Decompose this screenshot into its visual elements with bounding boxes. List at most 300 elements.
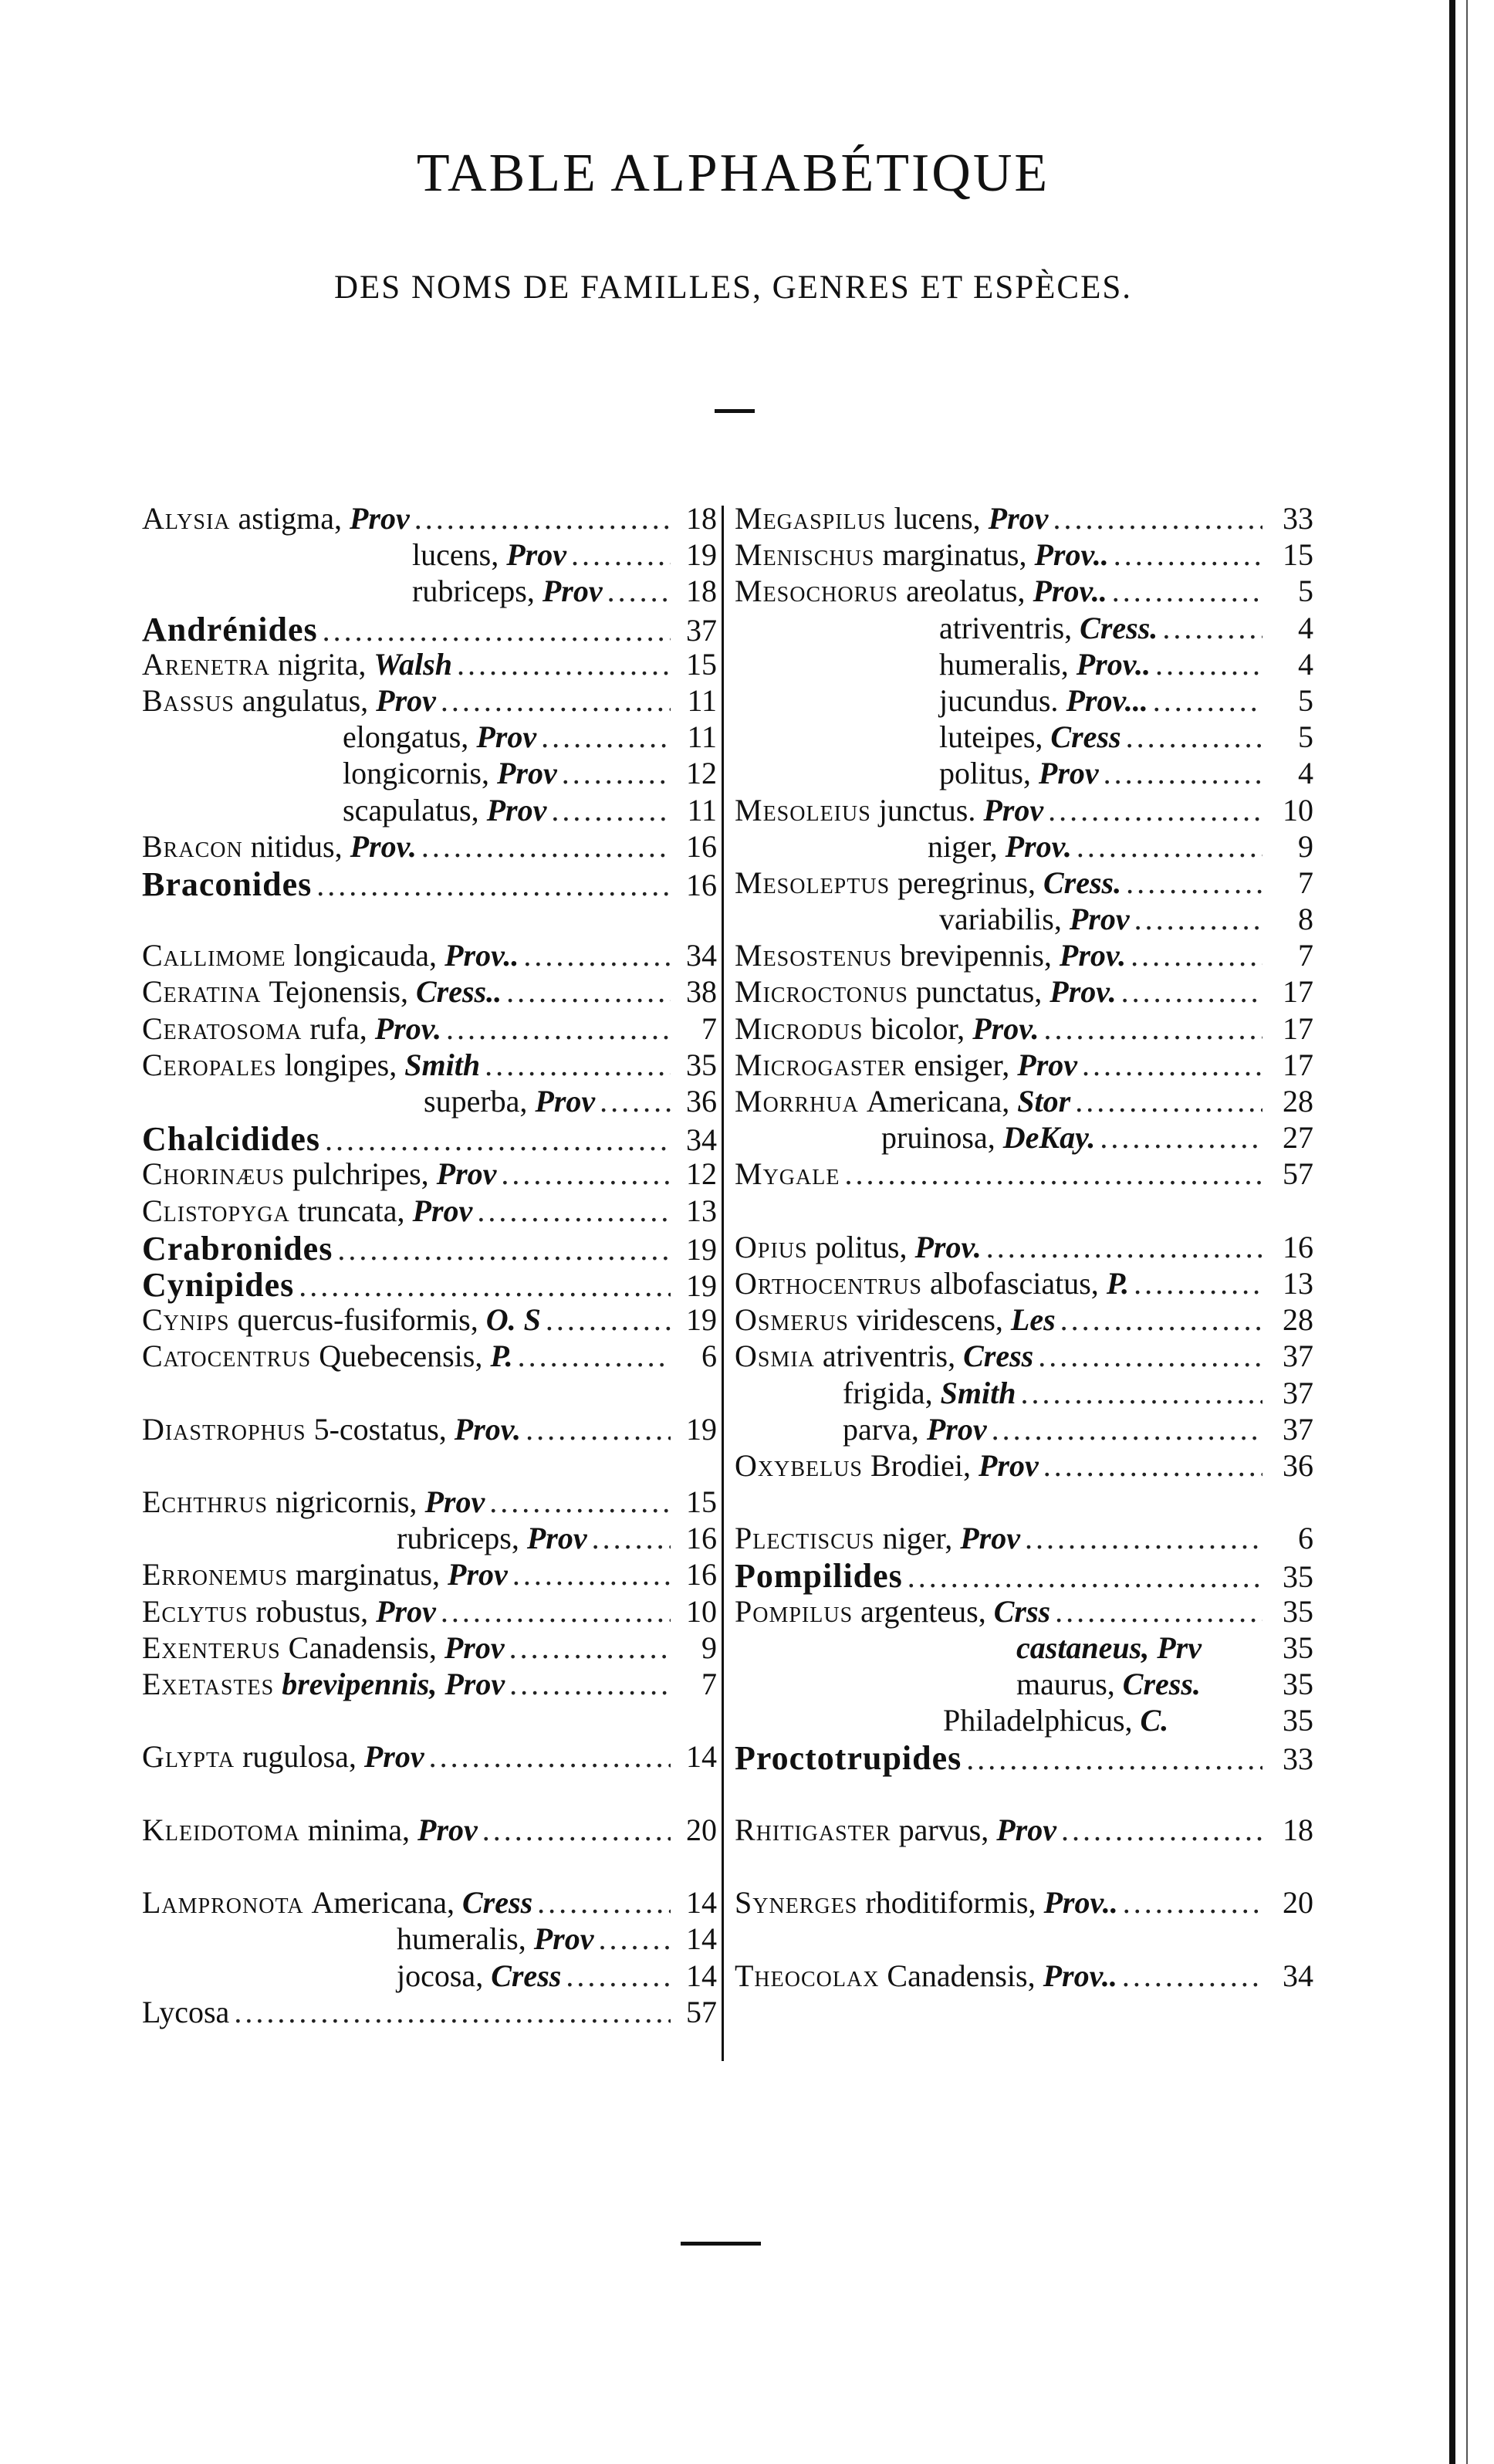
species: niger,	[882, 1521, 953, 1556]
index-entry	[142, 1193, 717, 1229]
spacer	[735, 1193, 1313, 1229]
species: maurus,	[1016, 1667, 1115, 1701]
index-entry	[142, 1083, 717, 1119]
page-number: 15	[686, 646, 717, 682]
index-entry	[142, 610, 717, 646]
index-entry	[142, 646, 717, 682]
genus: Opius	[735, 1229, 808, 1264]
author: P.	[490, 1339, 513, 1374]
species: areolatus,	[906, 574, 1026, 609]
species: punctatus,	[915, 974, 1043, 1010]
family-name: Andrénides	[142, 610, 318, 648]
species: pulchripes,	[292, 1156, 429, 1192]
author: P.	[1106, 1265, 1130, 1301]
spacer	[142, 901, 717, 937]
leader-dots	[509, 1630, 671, 1666]
author: Prov.	[1050, 974, 1117, 1010]
page-number: 10	[686, 1593, 717, 1629]
spacer	[142, 1375, 717, 1411]
leader-dots	[441, 1593, 671, 1630]
genus: Mygale	[735, 1156, 840, 1192]
species: argenteus,	[860, 1593, 986, 1629]
species: humeralis,	[939, 646, 1069, 682]
page-number: 38	[686, 974, 717, 1010]
leader-dots	[571, 536, 671, 573]
page-number: 28	[1283, 1084, 1313, 1119]
index-entry	[735, 682, 1313, 719]
species: jucundus.	[939, 682, 1059, 718]
species: humeralis,	[397, 1921, 526, 1957]
leader-dots	[1038, 1338, 1262, 1374]
page-number: 19	[686, 1302, 717, 1338]
page-number: 18	[686, 574, 717, 609]
genus: Microgaster	[735, 1047, 907, 1082]
author: Prov	[436, 1156, 497, 1192]
leader-dots	[477, 1193, 671, 1229]
spacer	[142, 1848, 717, 1884]
species: variabilis,	[939, 902, 1062, 937]
leader-dots	[325, 1122, 671, 1158]
author: Prov.	[350, 828, 417, 864]
leader-dots	[966, 1741, 1262, 1777]
page-number: 4	[1298, 610, 1313, 645]
leader-dots	[1104, 755, 1262, 791]
author: Cress	[462, 1885, 533, 1921]
author: Stor	[1017, 1084, 1071, 1119]
genus: Bracon	[142, 828, 243, 864]
index-entry	[735, 973, 1313, 1010]
index-entry	[735, 1593, 1313, 1630]
index-entry	[735, 1265, 1313, 1301]
index-entry	[142, 1884, 717, 1921]
genus: Menischus	[735, 537, 875, 573]
species: Canadensis,	[288, 1630, 437, 1665]
page-number: 35	[1283, 1593, 1313, 1629]
author: Prov..	[1043, 1958, 1117, 1993]
index-entry	[142, 500, 717, 536]
genus: Echthrus	[142, 1484, 269, 1520]
page-number: 4	[1298, 646, 1313, 682]
index-entry	[142, 1556, 717, 1592]
genus: Ceratosoma	[142, 1010, 303, 1046]
leader-dots	[518, 1338, 671, 1374]
leader-dots	[546, 1301, 671, 1338]
page-number: 14	[686, 1958, 717, 1993]
leader-dots	[1025, 1520, 1262, 1556]
spacer	[142, 1702, 717, 1738]
index-entry	[142, 1994, 717, 2030]
species: jocosa,	[397, 1958, 484, 1993]
page-number: 14	[686, 1739, 717, 1775]
index-entry	[735, 1010, 1313, 1047]
index-entry	[735, 1119, 1313, 1156]
page-number: 7	[1298, 938, 1313, 973]
genus: Morrhua	[735, 1084, 859, 1119]
page-number: 16	[686, 828, 717, 864]
species: rugulosa,	[242, 1739, 357, 1775]
leader-dots	[1061, 1812, 1262, 1848]
leader-dots	[566, 1958, 671, 1994]
page-number: 34	[686, 938, 717, 973]
author: Prov..	[1076, 646, 1151, 682]
page-number: 4	[1298, 756, 1313, 791]
species: junctus.	[878, 792, 976, 828]
index-entry	[142, 1047, 717, 1083]
page-number: 13	[1283, 1265, 1313, 1301]
index-entry	[735, 1520, 1313, 1556]
family-name: Cynipides	[142, 1265, 295, 1304]
index-entry	[735, 1630, 1313, 1666]
leader-dots	[501, 1156, 671, 1192]
leader-dots	[1082, 1047, 1262, 1083]
species: longicornis,	[343, 756, 489, 791]
leader-dots	[1055, 1593, 1262, 1630]
genus: Lycosa	[142, 1994, 230, 2029]
leader-dots	[482, 1812, 671, 1848]
author: Prov	[412, 1193, 473, 1228]
page-number: 34	[1283, 1958, 1313, 1993]
species: quercus-fusiformis,	[237, 1302, 478, 1338]
index-entry	[142, 1301, 717, 1338]
page-number: 37	[1283, 1339, 1313, 1374]
species: brevipennis,	[282, 1667, 438, 1701]
species: Tejonensis,	[269, 974, 408, 1010]
species: nigricornis,	[275, 1484, 417, 1520]
author: Smith	[940, 1375, 1016, 1410]
spacer	[735, 1484, 1313, 1520]
index-entry	[142, 1520, 717, 1556]
spacer	[735, 1921, 1313, 1957]
index-entry	[142, 1666, 717, 1702]
leader-dots	[1077, 828, 1262, 865]
author: Prov	[1017, 1047, 1078, 1082]
page-number: 19	[686, 1231, 717, 1267]
index-entry	[142, 973, 717, 1010]
page-subtitle: DES NOMS DE FAMILLES, GENRES ET ESPÈCES.	[333, 269, 1133, 306]
species: rhoditiformis,	[865, 1885, 1036, 1921]
index-entry	[142, 1812, 717, 1848]
page-number: 5	[1298, 719, 1313, 755]
species: longicauda,	[293, 938, 438, 973]
author: Cress.	[1043, 865, 1122, 900]
author: Prov	[960, 1521, 1020, 1556]
leader-dots	[1043, 1447, 1262, 1484]
species: niger,	[928, 828, 998, 864]
index-entry	[735, 536, 1313, 573]
genus: Cynips	[142, 1302, 230, 1338]
species: atriventris,	[939, 610, 1073, 645]
leader-dots	[457, 646, 671, 682]
index-entry	[735, 1738, 1313, 1778]
species: nitidus,	[250, 828, 343, 864]
genus: Mesoleptus	[735, 865, 891, 900]
genus: Megaspilus	[735, 501, 887, 536]
leader-dots	[1131, 937, 1262, 973]
author: Prov	[444, 1630, 505, 1665]
page-number: 6	[701, 1339, 717, 1374]
index-entry	[142, 1411, 717, 1447]
page-number: 9	[701, 1630, 717, 1665]
page-number: 9	[1298, 828, 1313, 864]
index-entry	[735, 1156, 1313, 1192]
index-entry	[142, 792, 717, 828]
genus: Pompilus	[735, 1593, 853, 1629]
leader-dots	[1053, 500, 1262, 536]
genus: Callimome	[142, 938, 286, 973]
index-entry	[142, 1265, 717, 1304]
author: Prov	[496, 756, 557, 791]
leader-dots	[1060, 1301, 1262, 1338]
page-number: 18	[686, 501, 717, 536]
author: Cress	[963, 1339, 1034, 1374]
index-entry	[735, 1083, 1313, 1119]
page-number: 36	[1283, 1447, 1313, 1483]
genus: Mesochorus	[735, 574, 899, 609]
family-name: Crabronides	[142, 1229, 333, 1268]
author: Prov..	[1043, 1885, 1118, 1921]
index-entry	[735, 792, 1313, 828]
index-entry	[735, 1338, 1313, 1374]
species: longipes,	[284, 1047, 397, 1082]
species: bicolor,	[870, 1010, 965, 1046]
index-entry	[735, 1447, 1313, 1484]
author: Crss	[993, 1593, 1051, 1629]
species: Philadelphicus,	[943, 1703, 1133, 1738]
author: O. S	[485, 1302, 541, 1338]
species: Americana,	[866, 1084, 1010, 1119]
page-edge-shadow	[1449, 0, 1455, 2464]
spacer	[735, 1775, 1313, 1812]
leader-dots	[844, 1156, 1262, 1192]
index-entry	[142, 755, 717, 791]
index-entry	[142, 828, 717, 865]
leader-dots	[1134, 901, 1262, 937]
author: Prov	[506, 537, 566, 573]
page-number: 27	[1283, 1120, 1313, 1156]
leader-dots	[1048, 792, 1262, 828]
genus: Synerges	[735, 1885, 858, 1921]
leader-dots	[541, 719, 671, 755]
page-number: 17	[1283, 1010, 1313, 1046]
page-number: 15	[686, 1484, 717, 1520]
leader-dots	[1123, 1884, 1262, 1921]
page-number: 35	[1283, 1667, 1313, 1701]
index-entry	[142, 1119, 717, 1159]
index-entry	[735, 1411, 1313, 1447]
leader-dots	[512, 1556, 671, 1592]
family-name: Braconides	[142, 865, 313, 903]
index-entry	[735, 1301, 1313, 1338]
page-number: 37	[686, 612, 717, 648]
author: Prov.	[914, 1229, 982, 1264]
author: castaneus, Prv	[1016, 1630, 1202, 1665]
index-entry	[142, 682, 717, 719]
page-number: 7	[1298, 865, 1313, 900]
author: Prov	[444, 1667, 505, 1701]
author: Smith	[404, 1047, 481, 1082]
page-number: 13	[686, 1193, 717, 1228]
author: Prov	[476, 719, 537, 755]
author: Prov	[417, 1812, 478, 1847]
author: Prov	[533, 1921, 594, 1957]
page-number: 33	[1283, 1741, 1313, 1777]
page-number: 19	[686, 537, 717, 573]
page-number: 35	[686, 1047, 717, 1082]
leader-dots	[429, 1738, 671, 1775]
genus: Eclytus	[142, 1593, 248, 1629]
page-number: 5	[1298, 574, 1313, 609]
page-number: 20	[1283, 1885, 1313, 1921]
leader-dots	[414, 500, 671, 536]
species: pruinosa,	[881, 1120, 995, 1156]
genus: Oxybelus	[735, 1447, 864, 1483]
page-number: 16	[686, 1557, 717, 1592]
author: Prov	[526, 1521, 587, 1556]
species: politus,	[939, 756, 1031, 791]
species: rufa,	[309, 1010, 367, 1046]
genus: Mesoleius	[735, 792, 871, 828]
leader-dots	[1126, 865, 1262, 901]
index-entry	[142, 573, 717, 609]
index-entry	[735, 1375, 1313, 1411]
leader-dots	[299, 1268, 671, 1304]
author: Prov.	[454, 1411, 522, 1447]
species: elongatus,	[343, 719, 469, 755]
author: Prov	[349, 501, 410, 536]
leader-dots	[1043, 1010, 1262, 1047]
page-number: 37	[1283, 1411, 1313, 1447]
spacer	[735, 1848, 1313, 1884]
leader-dots	[537, 1884, 671, 1921]
genus: Exetastes	[142, 1667, 275, 1701]
page-number: 11	[687, 792, 717, 828]
leader-dots	[1075, 1083, 1262, 1119]
leader-dots	[992, 1411, 1262, 1447]
page-number: 12	[686, 756, 717, 791]
genus: Ceratina	[142, 974, 262, 1010]
leader-dots	[506, 973, 671, 1010]
index-entry	[735, 500, 1313, 536]
species: rubriceps,	[397, 1521, 519, 1556]
page-number: 7	[701, 1010, 717, 1046]
genus: Clistopyga	[142, 1193, 290, 1228]
leader-dots	[562, 755, 671, 791]
page-number: 16	[686, 867, 717, 902]
genus: Diastrophus	[142, 1411, 306, 1447]
species: astigma,	[238, 501, 342, 536]
leader-dots	[1122, 1958, 1262, 1994]
family-name: Chalcidides	[142, 1120, 321, 1159]
author: Prov.	[1059, 938, 1127, 973]
index-entry	[142, 1156, 717, 1192]
page-number: 14	[686, 1921, 717, 1957]
species: superba,	[424, 1084, 528, 1119]
species: luteipes,	[939, 719, 1043, 755]
author: Prov	[979, 1447, 1039, 1483]
page-number: 19	[686, 1268, 717, 1303]
author: Cress	[491, 1958, 562, 1993]
right-column	[735, 500, 1313, 1994]
species: minima,	[307, 1812, 411, 1847]
species: rubriceps,	[412, 574, 535, 609]
author: Prov	[996, 1812, 1056, 1847]
genus: Exenterus	[142, 1630, 281, 1665]
index-entry	[142, 1484, 717, 1520]
author: Cress	[1050, 719, 1121, 755]
page-number: 5	[1298, 682, 1313, 718]
author: Prov	[983, 792, 1044, 828]
author: Cress.	[1122, 1667, 1201, 1701]
index-entry	[142, 1593, 717, 1630]
index-entry	[735, 1229, 1313, 1265]
page-number: 35	[1283, 1703, 1313, 1738]
author: Prov	[988, 501, 1049, 536]
leader-dots	[234, 1994, 671, 2030]
index-entry	[142, 937, 717, 973]
index-entry	[735, 937, 1313, 973]
page-number: 15	[1283, 537, 1313, 573]
species: atriventris,	[822, 1339, 956, 1374]
leader-dots	[607, 573, 671, 609]
page-number: 6	[1298, 1521, 1313, 1556]
author: Prov	[535, 1084, 596, 1119]
leader-dots	[337, 1231, 671, 1268]
leader-dots	[1126, 719, 1262, 755]
index-entry	[735, 865, 1313, 901]
leader-dots	[600, 1083, 671, 1119]
page-number: 7	[701, 1667, 717, 1701]
index-entry	[142, 1738, 717, 1775]
species: politus,	[815, 1229, 908, 1264]
author: Les	[1010, 1302, 1056, 1338]
index-entry	[735, 901, 1313, 937]
page-number: 16	[686, 1521, 717, 1556]
leader-dots	[986, 1229, 1262, 1265]
author: Prov.	[374, 1010, 441, 1046]
species: Canadensis,	[887, 1958, 1036, 1993]
species: scapulatus,	[343, 792, 479, 828]
genus: Lampronota	[142, 1885, 304, 1921]
species: brevipennis,	[900, 938, 1052, 973]
author: Prov	[363, 1739, 424, 1775]
page-number: 12	[686, 1156, 717, 1192]
index-entry	[142, 1229, 717, 1268]
author: Prov..	[444, 938, 519, 973]
species: Americana,	[311, 1885, 455, 1921]
species: ensiger,	[914, 1047, 1010, 1082]
page-number: 17	[1283, 1047, 1313, 1082]
leader-dots	[316, 867, 671, 903]
species: viridescens,	[856, 1302, 1003, 1338]
author: Prov.	[1005, 828, 1072, 864]
index-entry	[142, 719, 717, 755]
index-entry	[735, 719, 1313, 755]
species: angulatus,	[242, 682, 369, 718]
author: C.	[1140, 1703, 1169, 1738]
leader-dots	[1020, 1375, 1262, 1411]
leader-dots	[489, 1484, 671, 1520]
species: 5-costatus,	[313, 1411, 447, 1447]
species: nigrita,	[278, 646, 367, 682]
leader-dots	[1114, 536, 1262, 573]
genus: Glypta	[142, 1739, 235, 1775]
author: Prov	[448, 1557, 508, 1592]
author: Prov..	[1034, 537, 1109, 573]
spacer	[142, 1775, 717, 1812]
page-number: 57	[1283, 1156, 1313, 1192]
index-entry	[735, 755, 1313, 791]
species: parvus,	[898, 1812, 989, 1847]
